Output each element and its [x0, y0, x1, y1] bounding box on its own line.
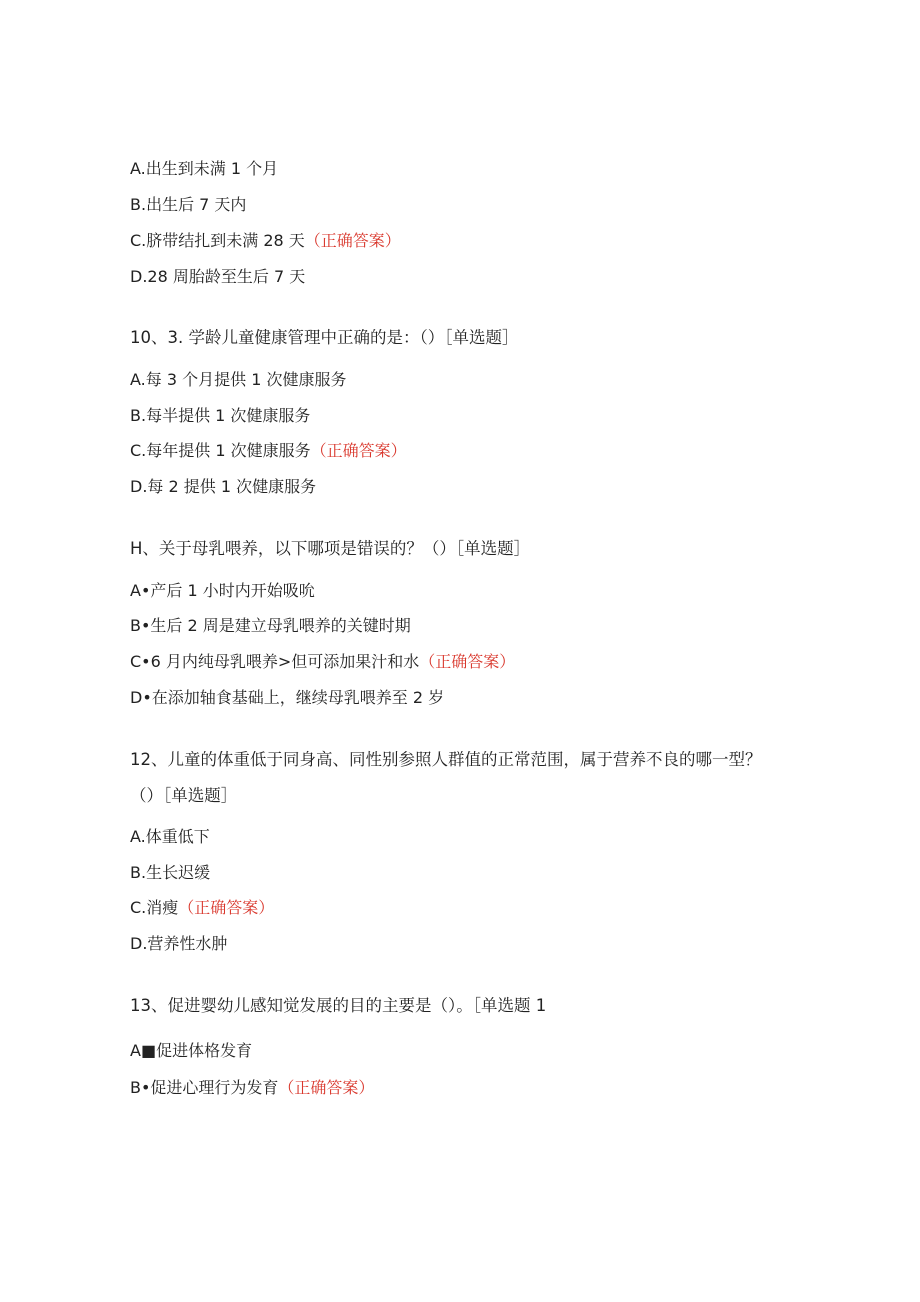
- option-d: [130, 476, 316, 498]
- question-13: 13、促进婴幼儿感知觉发展的目的主要是（）。［单选题 1: [130, 996, 547, 1015]
- option-b: [130, 615, 411, 637]
- option-text: A.出生到未满 1 个月: [130, 159, 279, 178]
- option-text: D.营养性水肿: [130, 934, 228, 953]
- correct-answer-mark: （正确答案）: [310, 441, 407, 460]
- option-d: [130, 687, 444, 709]
- question-10: 10、3. 学龄儿童健康管理中正确的是：（）［单选题］: [130, 328, 519, 347]
- correct-answer-mark: （正确答案）: [178, 898, 275, 917]
- option-b: [130, 1077, 374, 1099]
- option-text: B.出生后 7 天内: [130, 195, 247, 214]
- option-c: [130, 897, 274, 919]
- correct-answer-mark: （正确答案）: [278, 1078, 375, 1097]
- option-d: [130, 933, 227, 955]
- option-text: C•6 月内纯母乳喂养>但可添加果汁和水: [130, 652, 420, 671]
- option-c: [130, 651, 515, 673]
- option-text: D•在添加轴食基础上，继续母乳喂养至 2 岁: [130, 688, 445, 707]
- correct-answer-mark: （正确答案）: [419, 652, 516, 671]
- option-a: [130, 826, 210, 848]
- option-text: B•生后 2 周是建立母乳喂养的关键时期: [130, 616, 411, 635]
- option-text: A.每 3 个月提供 1 次健康服务: [130, 370, 347, 389]
- option-text: A•产后 1 小时内开始吸吮: [130, 581, 315, 600]
- question-12: 12、儿童的体重低于同身高、同性别参照人群值的正常范围，属于营养不良的哪一型？: [130, 750, 762, 769]
- option-text: A■促进体格发育: [130, 1041, 253, 1060]
- option-text: B•促进心理行为发育: [130, 1078, 279, 1097]
- correct-answer-mark: （正确答案）: [304, 231, 401, 250]
- option-a: [130, 1040, 252, 1062]
- option-text: D.每 2 提供 1 次健康服务: [130, 477, 317, 496]
- option-b: [130, 862, 210, 884]
- question-11: H、关于母乳喂养，以下哪项是错误的？（）［单选题］: [130, 539, 531, 558]
- option-b: [130, 194, 246, 216]
- option-text: A.体重低下: [130, 827, 210, 846]
- option-a: [130, 369, 346, 391]
- option-text: C.每年提供 1 次健康服务: [130, 441, 311, 460]
- option-d: [130, 266, 305, 288]
- option-text: C.脐带结扎到未满 28 天: [130, 231, 305, 250]
- option-b: [130, 405, 310, 427]
- option-text: D.28 周胎龄至生后 7 天: [130, 267, 306, 286]
- option-a: [130, 158, 278, 180]
- option-c: [130, 440, 407, 462]
- option-text: C.消瘦: [130, 898, 179, 917]
- question-12-suffix: （）［单选题］: [130, 786, 238, 805]
- option-c: [130, 230, 401, 252]
- option-text: B.生长迟缓: [130, 863, 211, 882]
- option-text: B.每半提供 1 次健康服务: [130, 406, 311, 425]
- option-a: [130, 580, 315, 602]
